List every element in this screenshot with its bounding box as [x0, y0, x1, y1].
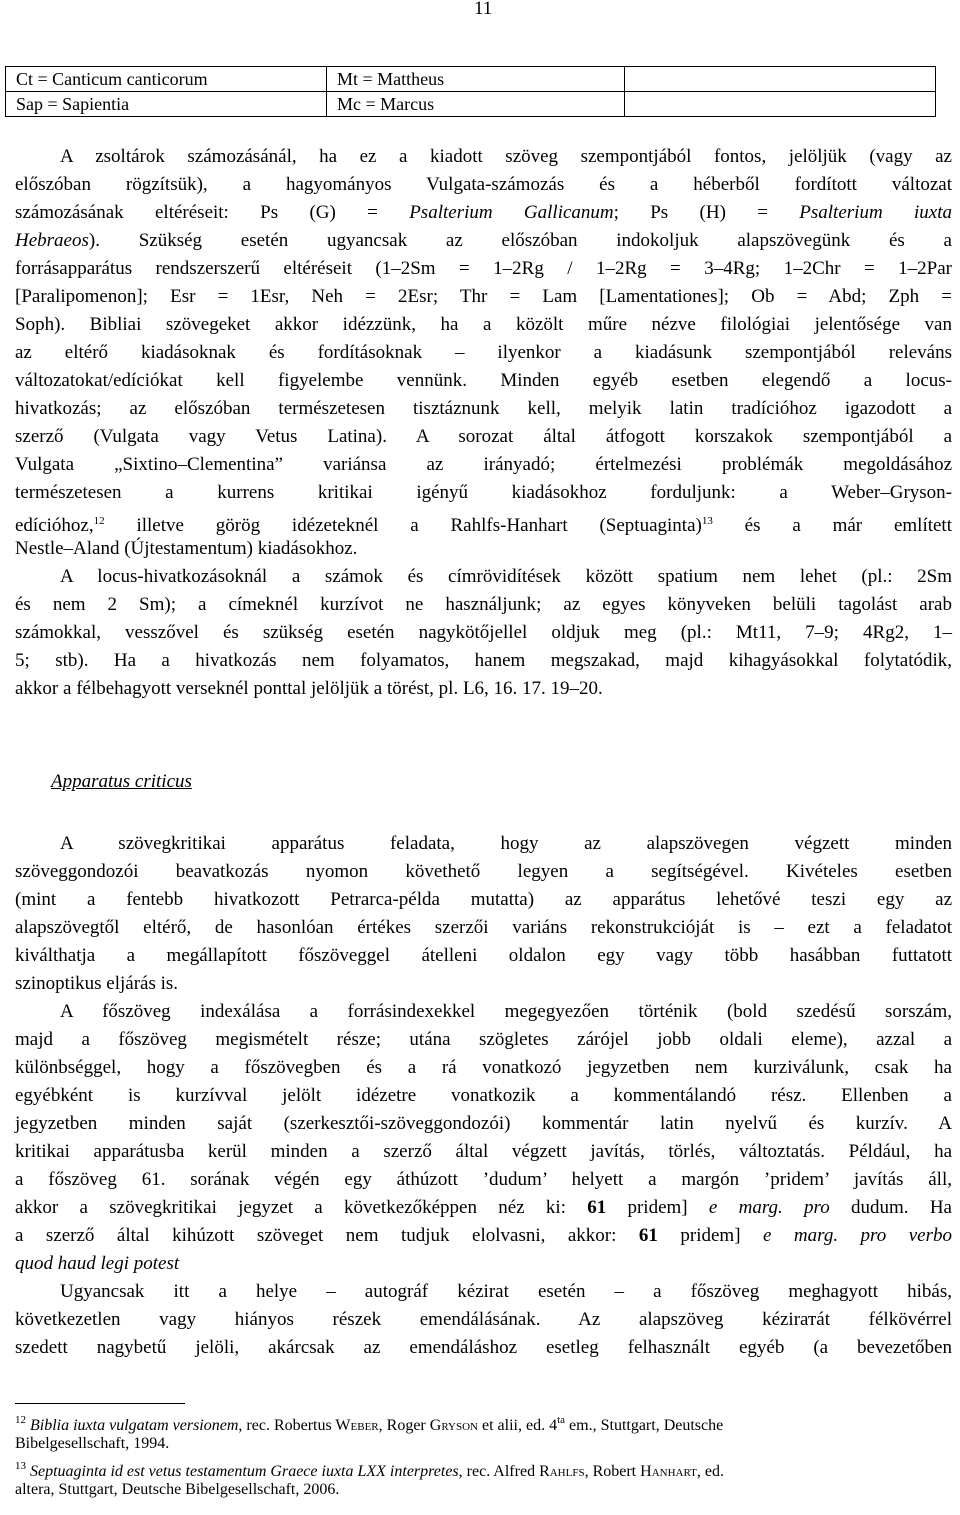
table-row	[6, 67, 936, 92]
footnote-13-continued: altera, Stuttgart, Deutsche Bibelgesellschaft, 2006.	[15, 1481, 340, 1498]
text-line: edícióhoz,$^{12}$ illetve görög idézeteknél a Rahlfs-Hanhart (Septuaginta)$^{13}$ és a már említett	[15, 515, 952, 536]
body-text-upper	[15, 143, 952, 703]
text-line: A locus-hivatkozásoknál a számok és címrövidítések között spatium nem lehet (pl.: 2Sm	[60, 566, 952, 587]
section-heading: Apparatus criticus	[51, 771, 192, 792]
footnote-12: $^{12}$ Biblia iuxta vulgatam versionem, rec. Robertus Weber, Roger Gryson et alii, ed. $4^{ta}$ em., Stuttgart, Deutsche	[15, 1414, 724, 1434]
footnote-ref-13[interactable]: 13	[701, 515, 713, 527]
text-line: számokkal, vesszővel és szükség esetén nagykötőjellel oldjuk meg (pl.: Mt11, 7–9; 4Rg2, 1–	[15, 622, 952, 643]
table-cell: Ct = Canticum canticorum	[6, 67, 327, 92]
text-line: A főszöveg indexálása a forrásindexekkel megegyezően történik (bold szedésű sorszám,	[60, 1001, 952, 1022]
text-line: természetesen a kurrens kritikai igényű kiadásokhoz forduljunk: a Weber–Gryson-	[15, 482, 952, 503]
text-line: szöveggondozói beavatkozás nyomon követhető legyen a segítségével. Kivételes esetben	[15, 861, 952, 882]
text-line: az eltérő kiadásoknak és fordításoknak – ilyenkor a kiadásunk szempontjából releváns	[15, 342, 952, 363]
paragraph-psalm-numbering	[15, 143, 952, 563]
paragraph-indexing	[15, 998, 952, 1278]
text-line: majd a főszöveg megismételt része; utána szögletes zárójel jobb oldali eleme), azzal a	[15, 1029, 952, 1050]
table-cell: Sap = Sapientia	[6, 92, 327, 117]
text-line: következetlen vagy hiányos részek emendálásának. Az alapszöveg kézirатát félkövérrel	[15, 1309, 952, 1330]
text-line: Soph). Bibliai szövegeket akkor idézzünk, ha a közölt műre nézve filológiai jelentősége van	[15, 314, 952, 335]
text-line: hivatkozás; az előszóban természetesen tisztáznunk kell, melyik latin tradícióhoz igazodott a	[15, 398, 952, 419]
text-line: Ugyancsak itt a helye – autográf kézirat esetén – a főszöveg meghagyott hibás,	[60, 1281, 952, 1302]
text-line: Hebraeos). Szükség esetén ugyancsak az előszóban indokoljuk alapszövegünk és a	[15, 230, 952, 251]
footnote-divider	[15, 1403, 185, 1404]
body-text-lower	[15, 830, 952, 1362]
text-line: akkor a félbehagyott verseknél ponttal jelöljük a törést, pl. L6, 16. 17. 19–20.	[15, 678, 603, 699]
text-line: számozásának eltéréseit: Ps (G) = Psalterium Gallicanum; Ps (H) = Psalterium iuxta	[15, 202, 952, 223]
text-line: a szerző által kihúzott szöveget nem tudjuk elolvasni, akkor: 61 pridem] e marg. pro verbo	[15, 1225, 952, 1246]
text-line: a főszöveg 61. sorának végén egy áthúzott ’dudum’ helyett a margón ’pridem’ javítás áll,	[15, 1169, 952, 1190]
abbreviation-table	[5, 66, 936, 117]
page-number: 11	[474, 0, 493, 19]
table-cell	[625, 67, 936, 92]
table-cell: Mc = Marcus	[327, 92, 625, 117]
text-line: változatokat/edíciókat kell figyelembe vennünk. Minden egyéb esetben elegendő a locus-	[15, 370, 952, 391]
text-line: A zsoltárok számozásánál, ha ez a kiadott szöveg szempontjából fontos, jelöljük (vagy az	[60, 146, 952, 167]
text-line: akkor a szövegkritikai jegyzet a következőképpen néz ki: 61 pridem] e marg. pro dudum. Ha	[15, 1197, 952, 1218]
text-line: (mint a fentebb hivatkozott Petrarca-példa mutatta) az apparátus lehetővé teszi egy az	[15, 889, 952, 910]
paragraph-apparatus-task	[15, 830, 952, 998]
footnote-13: $^{13}$ Septuaginta id est vetus testamentum Graece iuxta LXX interpretes, rec. Alfred Rahlfs, Robert Hanhart, ed.	[15, 1460, 724, 1480]
table-cell	[625, 92, 936, 117]
text-line: különbséggel, hogy a főszövegben és a rá vonatkozó jegyzetben nem kurziválunk, csak ha	[15, 1057, 952, 1078]
text-line: szerző (Vulgata vagy Vetus Latina). A sorozat által átfogott korszakok szempontjából a	[15, 426, 952, 447]
text-line: kiválthatja a megállapított főszöveggel átelleni oldalon egy vagy több hasábban futtatott	[15, 945, 952, 966]
text-line: 5; stb). Ha a hivatkozás nem folyamatos, hanem megszakad, majd kihagyásokkal folytatódik,	[15, 650, 952, 671]
text-line: szinoptikus eljárás is.	[15, 973, 179, 994]
paragraph-emendation	[15, 1278, 952, 1362]
text-line: előszóban rögzítsük), a hagyományos Vulgata-számozás és a héberből fordított változat	[15, 174, 952, 195]
text-line: [Paralipomenon]; Esr = 1Esr, Neh = 2Esr; Thr = Lam [Lamentationes]; Ob = Abd; Zph =	[15, 286, 952, 307]
footnote-ref-12[interactable]: 12	[93, 515, 105, 527]
text-line: kritikai apparátusba kerül minden a szerző által végzett javítás, törlés, változtatás. Például, ha	[15, 1141, 952, 1162]
footnote-12-continued: Bibelgesellschaft, 1994.	[15, 1435, 170, 1452]
text-line: Vulgata „Sixtino–Clementina” variánsa az irányadó; értelmezési problémák megoldásához	[15, 454, 952, 475]
table-row	[6, 92, 936, 117]
table-cell: Mt = Mattheus	[327, 67, 625, 92]
text-line: quod haud legi potest	[15, 1253, 180, 1274]
text-line: alapszövegtől eltérő, de hasonlóan értékes szerzői variáns rekonstrukcióját is – ezt a feladatot	[15, 917, 952, 938]
text-line: szedett nagybetű jelöli, akárcsak az emendáláshoz esetleg felhasznált egyéb (a bevezetőben	[15, 1337, 952, 1358]
text-line: egyébként is kurzívval jelölt idézetre vonatkozik a kommentálandó rész. Ellenben a	[15, 1085, 952, 1106]
paragraph-locus-references	[15, 563, 952, 703]
text-line: Nestle–Aland (Újtestamentum) kiadásokhoz.	[15, 538, 358, 559]
text-line: jegyzetben minden saját (szerkesztői-szöveggondozói) kommentár latin nyelvű és kurzív. A	[15, 1113, 952, 1134]
text-line: forrásapparátus rendszerszerű eltéréseit (1–2Sm = 1–2Rg / 1–2Rg = 3–4Rg; 1–2Chr = 1–2Par	[15, 258, 952, 279]
text-line: A szövegkritikai apparátus feladata, hogy az alapszövegen végzett minden	[60, 833, 952, 854]
text-line: és nem 2 Sm); a címeknél kurzívot ne használjunk; az egyes könyveken belüli tagolást arab	[15, 594, 952, 615]
footnotes	[15, 1409, 952, 1501]
